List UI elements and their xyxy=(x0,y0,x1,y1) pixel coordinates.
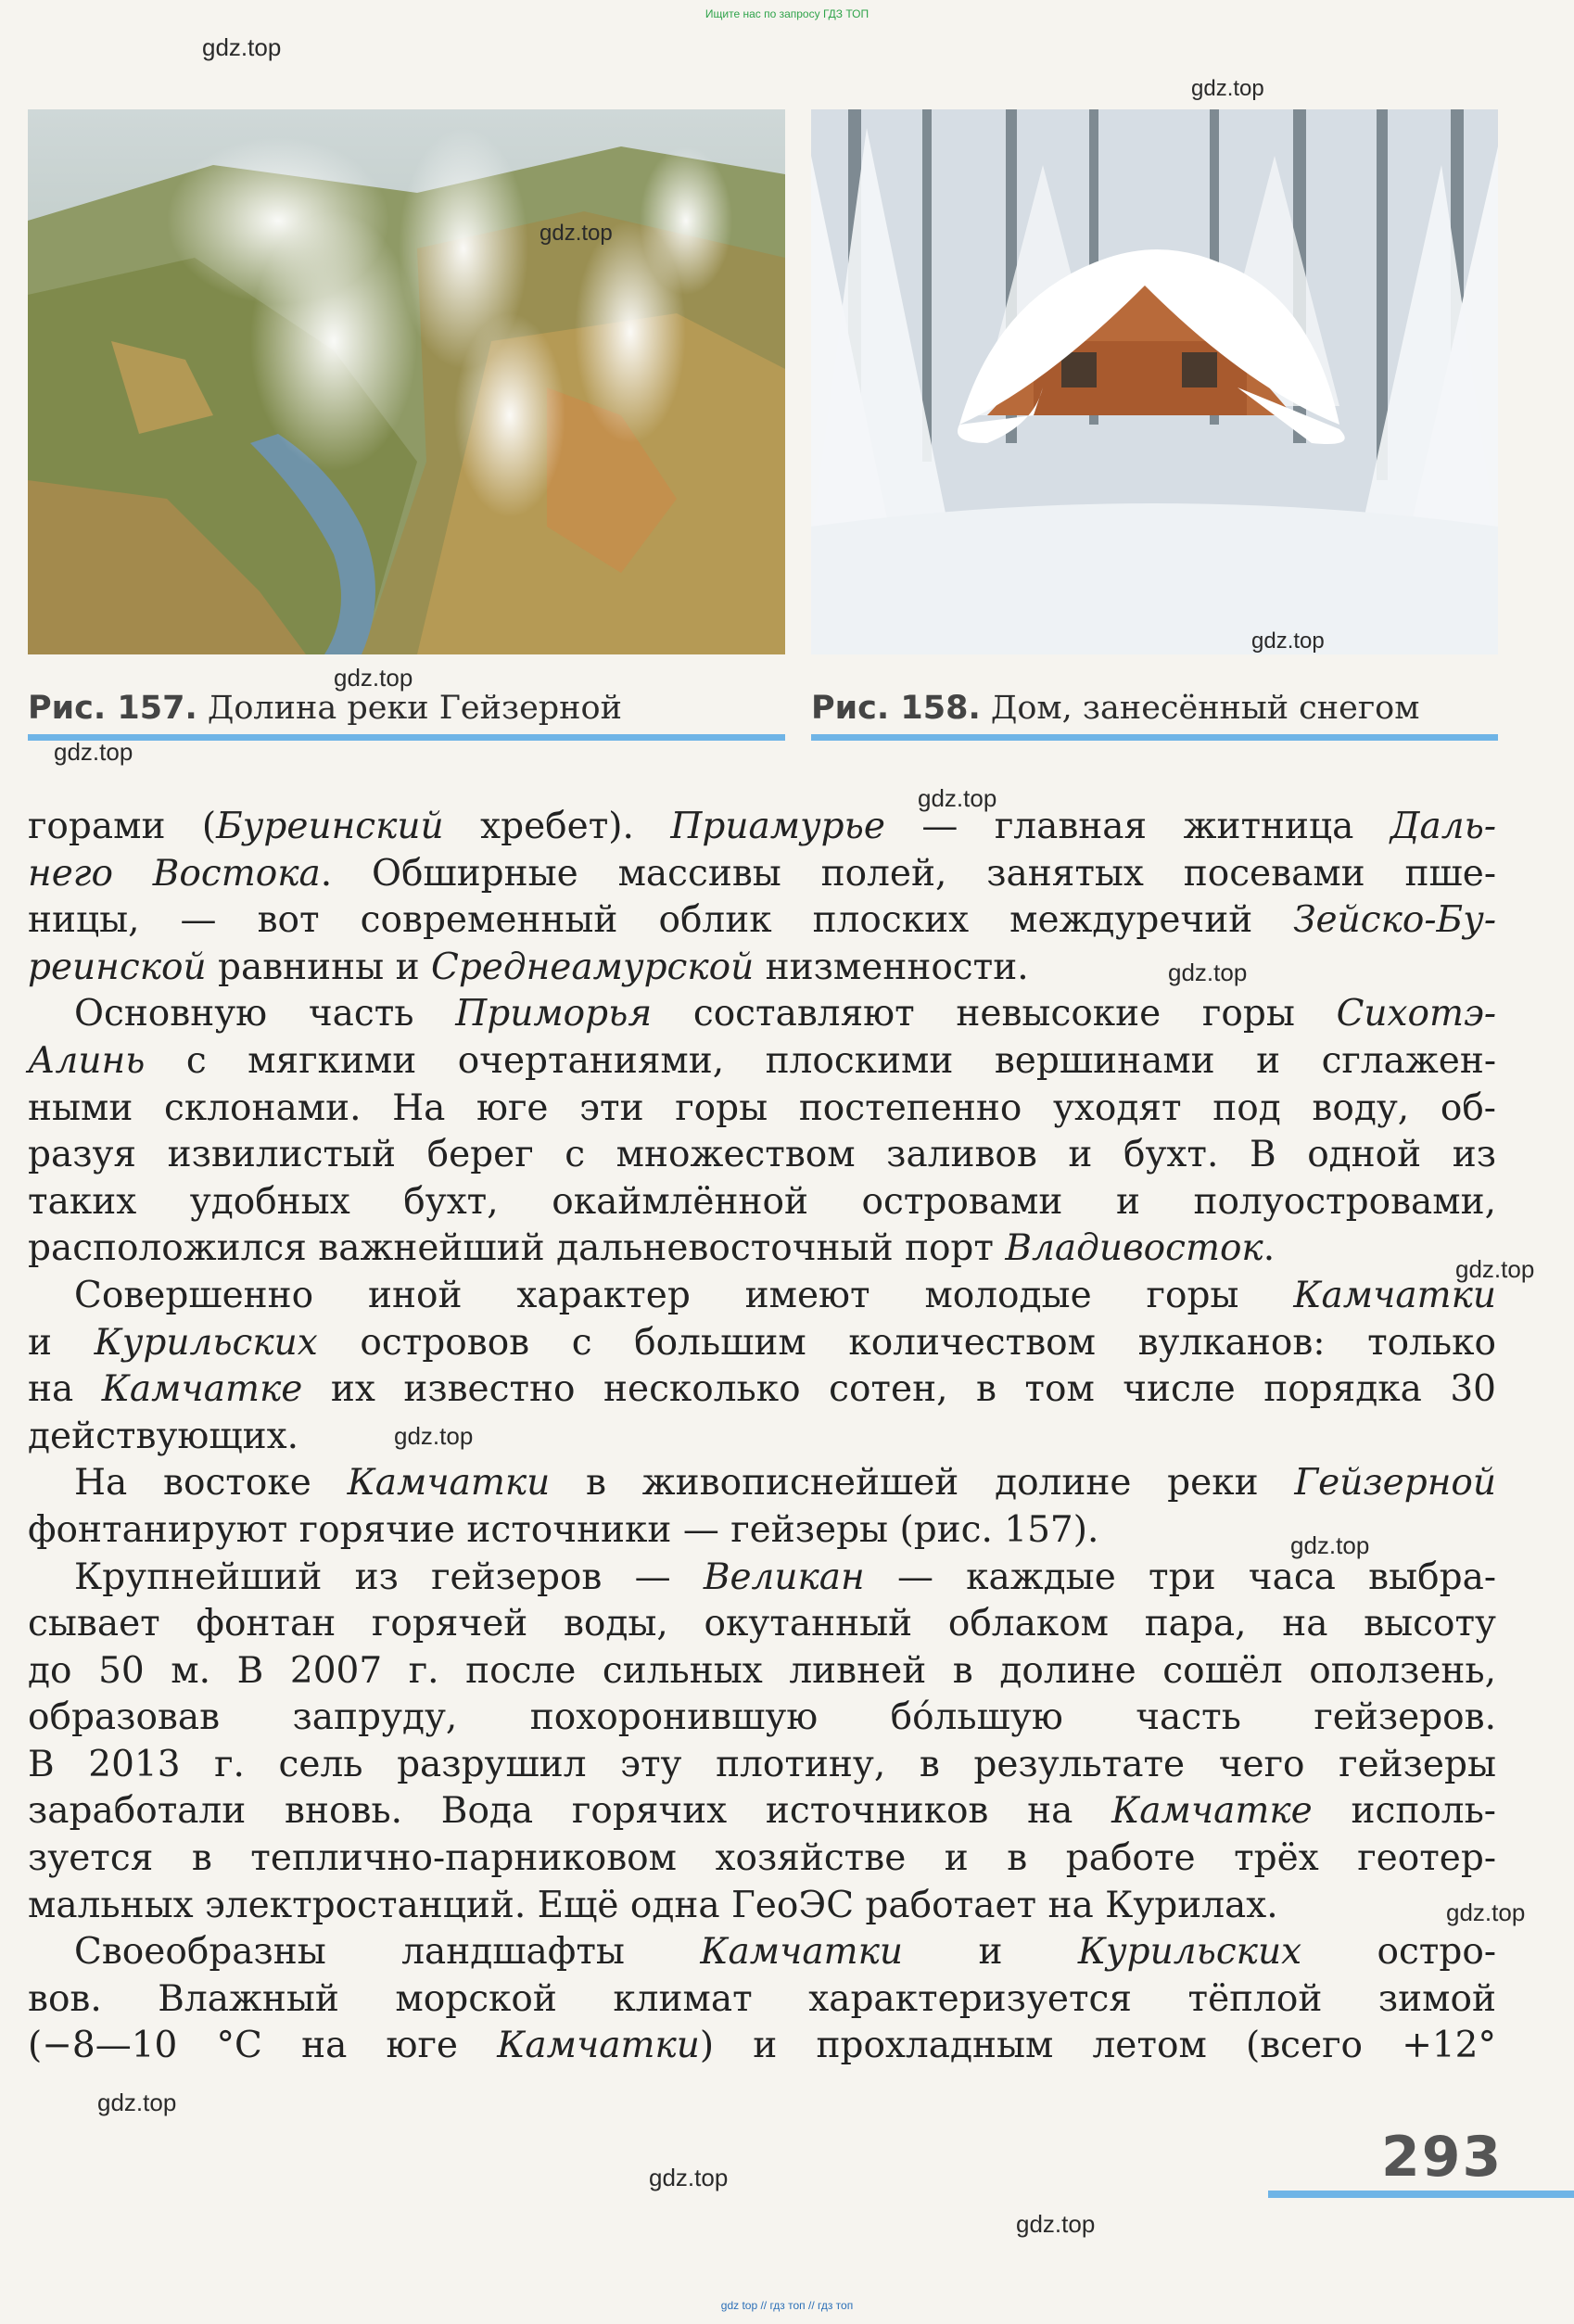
text-line: него Востока. Обширные массивы полей, занятых посевами пше- xyxy=(28,852,1496,895)
figure-158-caption xyxy=(811,690,1498,741)
text-line: сывает фонтан горячей воды, окутанный облаком пара, на высоту xyxy=(28,1603,1496,1645)
text-line: на Камчатке их известно несколько сотен, в том числе порядка 30 xyxy=(28,1368,1496,1411)
text-line: мальных электростанций. Ещё одна ГеоЭС работает на Курилах. xyxy=(28,1884,1278,1926)
text-line: до 50 м. В 2007 г. после сильных ливней в долине сошёл оползень, xyxy=(28,1649,1496,1692)
watermark: gdz.top xyxy=(1455,1255,1535,1283)
text-line: горами (Буреинский хребет). Приамурье — главная житница Даль- xyxy=(28,806,1496,847)
watermark: gdz.top xyxy=(649,2164,729,2191)
watermark: gdz.top xyxy=(1446,1899,1526,1926)
text-line: фонтанируют горячие источники — гейзеры (рис. 157). xyxy=(28,1508,1099,1551)
figure-157-caption xyxy=(28,690,785,741)
text-line: Совершенно иной характер имеют молодые горы Камчатки xyxy=(74,1274,1496,1316)
watermark: gdz.top xyxy=(1016,2210,1096,2238)
text-line: ницы, — вот современный облик плоских междуречий Зейско-Бу- xyxy=(28,899,1496,942)
text-line: (−8—10 °С на юге Камчатки) и прохладным летом (всего +12° xyxy=(28,2025,1496,2067)
text-line: образовав запруду, похоронившую бóльшую часть гейзеров. xyxy=(28,1696,1496,1739)
figure-158-label: Рис. 158. xyxy=(811,690,981,727)
figure-158-photo xyxy=(811,109,1498,654)
watermark: gdz.top xyxy=(918,784,997,812)
watermark: gdz.top xyxy=(97,2089,177,2116)
text-line: Своеобразны ландшафты Камчатки и Курильских остро- xyxy=(74,1931,1496,1974)
text-line: В 2013 г. сель разрушил эту плотину, в результате чего гейзеры xyxy=(28,1743,1496,1785)
watermark: gdz.top xyxy=(1191,76,1264,101)
watermark: gdz.top xyxy=(539,221,613,246)
text-line: Основную часть Приморья составляют невысокие горы Сихотэ- xyxy=(74,993,1496,1035)
top-search-hint: Ищите нас по запросу ГДЗ ТОП xyxy=(704,7,870,20)
text-line: ными склонами. На юге эти горы постепенно уходят под воду, об- xyxy=(28,1086,1496,1129)
body-text xyxy=(28,804,1496,2070)
text-line: вов. Влажный морской климат характеризуется тёплой зимой xyxy=(28,1977,1496,2020)
text-line: заработали вновь. Вода горячих источников на Камчатке исполь- xyxy=(28,1790,1496,1833)
text-line: Крупнейший из гейзеров — Великан — каждые три часа выбра- xyxy=(74,1556,1496,1598)
footer-note: gdz top // гдз топ // гдз топ xyxy=(720,2299,854,2312)
figure-157-label: Рис. 157. xyxy=(28,690,197,727)
watermark: gdz.top xyxy=(394,1422,474,1450)
watermark: gdz.top xyxy=(1251,629,1325,654)
text-line: и Курильских островов с большим количеством вулканов: только xyxy=(28,1321,1496,1364)
figure-157-caption-text: Долина реки Гейзерной xyxy=(207,690,622,727)
text-line: реинской равнины и Среднеамурской низменности. xyxy=(28,946,1029,988)
page-number-bar xyxy=(1268,2191,1574,2198)
watermark: gdz.top xyxy=(54,738,133,766)
watermark: gdz.top xyxy=(334,664,413,692)
text-line: действующих. xyxy=(28,1415,299,1457)
text-line: таких удобных бухт, окаймлённой островами и полуостровами, xyxy=(28,1180,1496,1223)
watermark: gdz.top xyxy=(1290,1531,1370,1559)
watermark: gdz.top xyxy=(1168,959,1248,986)
text-line: На востоке Камчатки в живописнейшей долине реки Гейзерной xyxy=(74,1462,1496,1505)
text-line: расположился важнейший дальневосточный порт Владивосток. xyxy=(28,1227,1276,1270)
figure-157-photo xyxy=(28,109,785,654)
page-number: 293 xyxy=(1381,2125,1504,2190)
text-line: зуется в тепличнo-парниковом хозяйстве и в работе трёх геотер- xyxy=(28,1837,1496,1880)
watermark: gdz.top xyxy=(202,33,282,61)
text-line: разуя извилистый берег с множеством заливов и бухт. В одной из xyxy=(28,1134,1496,1176)
text-line: Алинь с мягкими очертаниями, плоскими вершинами и сглажен- xyxy=(28,1039,1496,1082)
figure-158-caption-text: Дом, занесённый снегом xyxy=(990,690,1420,727)
